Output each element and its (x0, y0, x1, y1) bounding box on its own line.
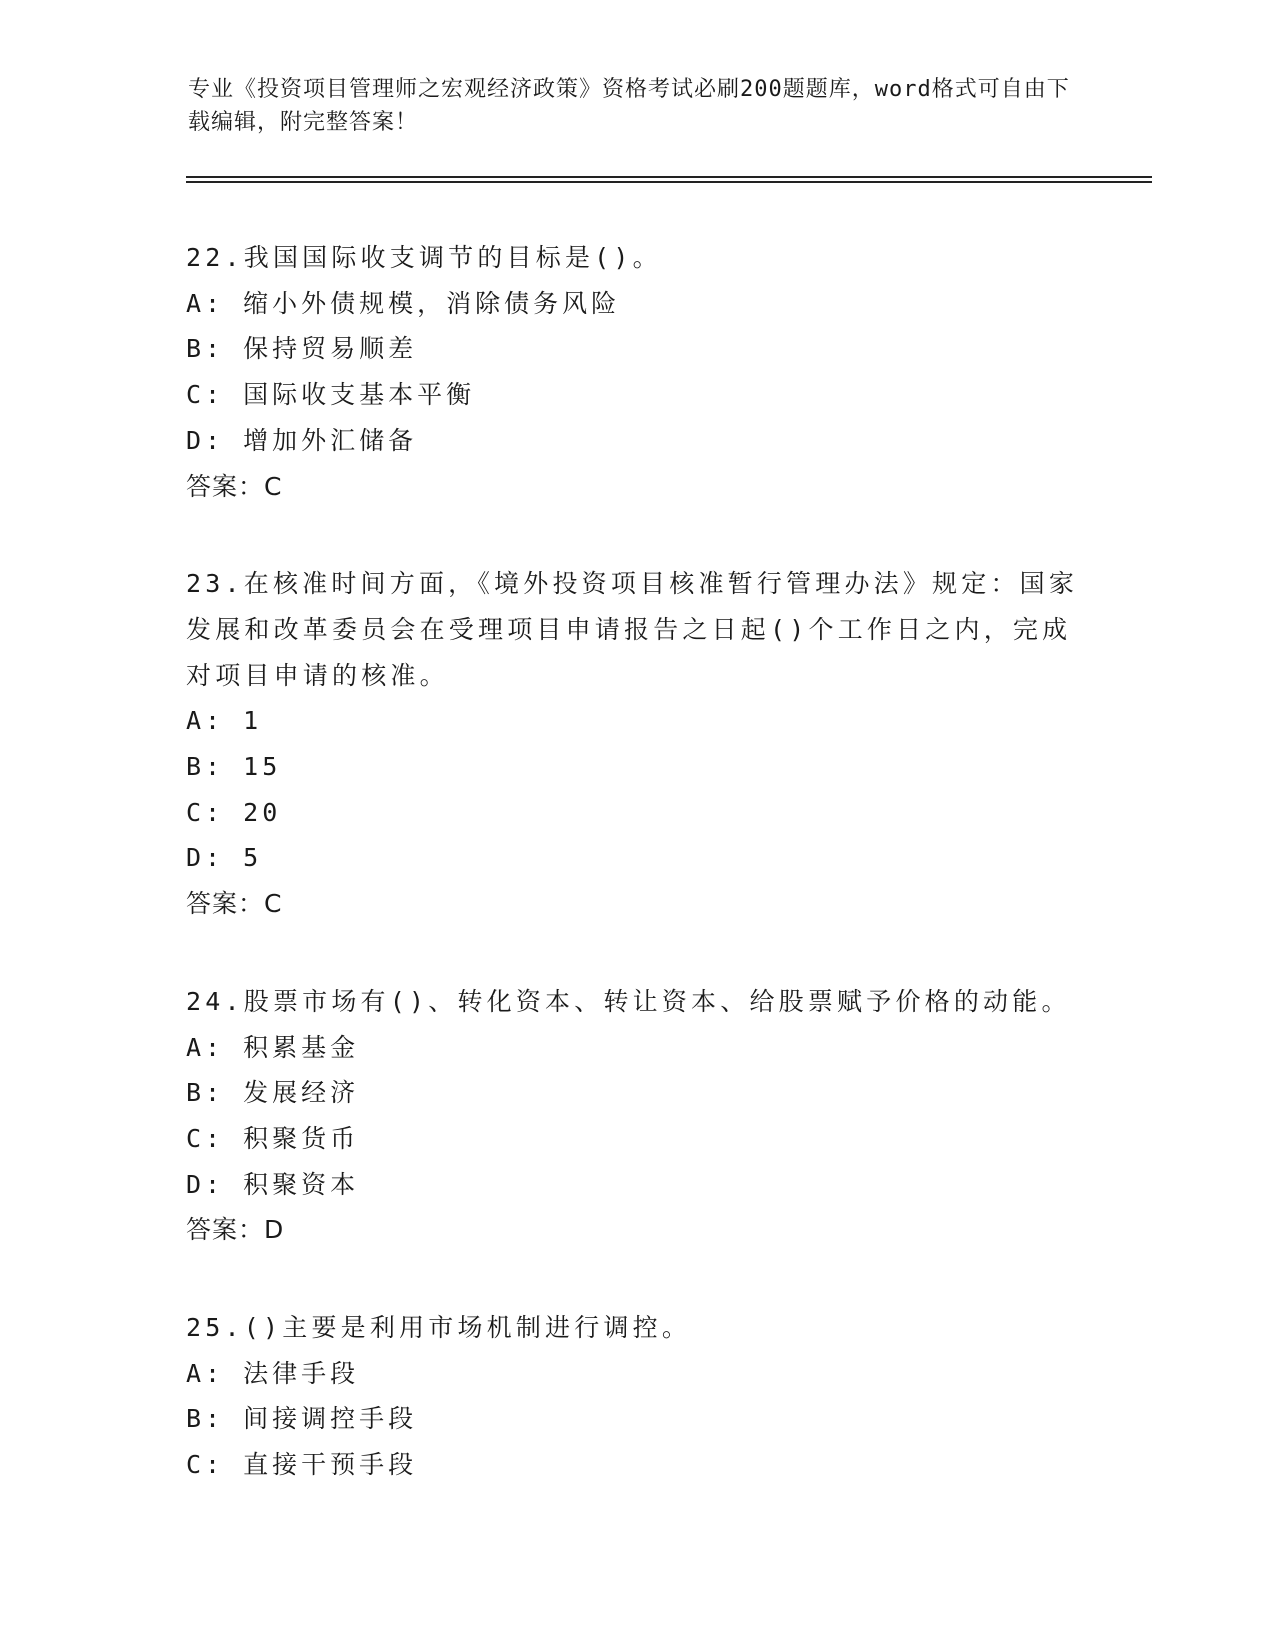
option-d: D: 积聚资本 (186, 1169, 360, 1199)
option-b: B: 保持贸易顺差 (186, 334, 418, 364)
option-c: C: 积聚货币 (186, 1123, 360, 1153)
header-divider-top (186, 176, 1152, 178)
answer: 答案：C (186, 889, 283, 919)
option-a: A: 积累基金 (186, 1032, 360, 1062)
option-b: B: 15 (186, 752, 282, 782)
option-d: D: 5 (186, 843, 263, 873)
option-a: A: 1 (186, 706, 263, 736)
option-b: B: 间接调控手段 (186, 1404, 418, 1434)
option-a: A: 缩小外债规模，消除债务风险 (186, 288, 621, 318)
option-c: C: 直接干预手段 (186, 1450, 418, 1480)
answer: 答案：C (186, 471, 283, 501)
question-list (186, 235, 1086, 1540)
question-25 (186, 1305, 1086, 1488)
option-c: C: 国际收支基本平衡 (186, 380, 476, 410)
question-22 (186, 235, 1086, 509)
option-c: C: 20 (186, 797, 282, 827)
question-stem: 22.我国国际收支调节的目标是()。 (186, 243, 662, 272)
option-b: B: 发展经济 (186, 1078, 360, 1108)
option-a: A: 法律手段 (186, 1358, 360, 1388)
document-header: 专业《投资项目管理师之宏观经济政策》资格考试必刷200题题库，word格式可自由下载编辑，附完整答案！ (188, 77, 1070, 135)
question-stem: 24.股票市场有()、转化资本、转让资本、给股票赋予价格的动能。 (186, 986, 1071, 1016)
header-divider-bottom (186, 181, 1152, 183)
option-d: D: 增加外汇储备 (186, 425, 418, 455)
question-23 (186, 561, 1086, 927)
question-24 (186, 979, 1086, 1253)
question-stem: 23.在核准时间方面，《境外投资项目核准暂行管理办法》规定：国家发展和改革委员会在受理项目申请报告之日起()个工作日之内，完成对项目申请的核准。 (186, 569, 1079, 690)
answer: 答案：D (186, 1215, 285, 1245)
question-stem: 25.()主要是利用市场机制进行调控。 (186, 1313, 692, 1343)
